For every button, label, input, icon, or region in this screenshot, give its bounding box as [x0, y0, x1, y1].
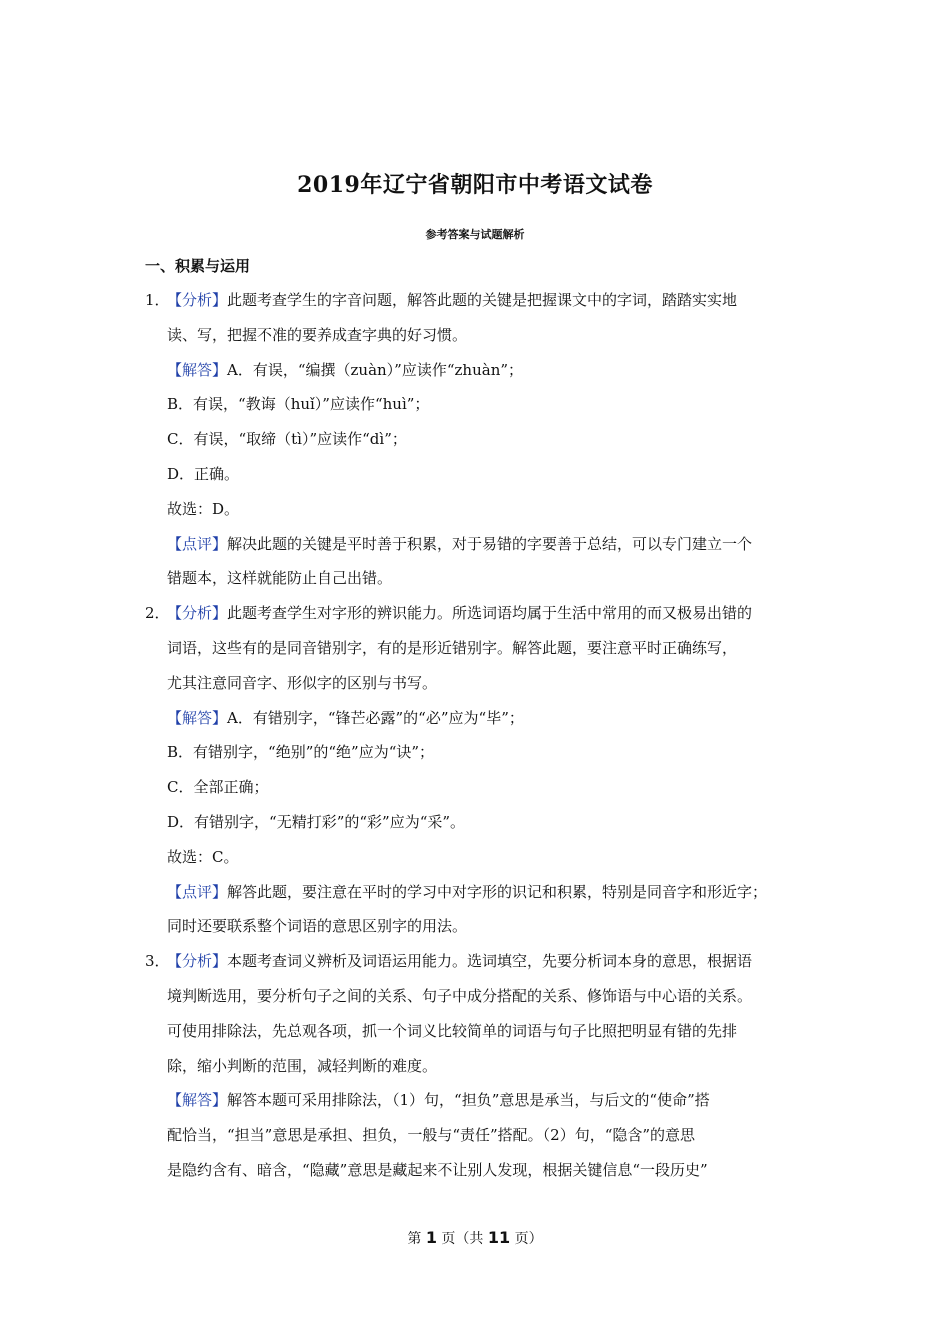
q3-answer-line: 是隐约含有、暗含，“隐藏”意思是藏起来不让别人发现，根据关键信息“一段历史”	[167, 1160, 708, 1179]
q2-comment-line	[145, 875, 815, 910]
q3-analysis-line: 除，缩小判断的范围，减轻判断的难度。	[167, 1056, 438, 1075]
q2-comment-line: 同时还要联系整个词语的意思区别字的用法。	[167, 917, 468, 936]
q3-answer-line: 配恰当，“担当”意思是承担、担负，一般与“责任”搭配。（2）句，“隐含”的意思	[167, 1126, 696, 1145]
analysis-tag: 【分析】	[167, 291, 228, 309]
q1-answer-line	[145, 353, 815, 388]
footer-suffix: 页）	[510, 1231, 543, 1247]
q1-answer-line: D．正确。	[167, 464, 240, 483]
q1-analysis-line	[145, 283, 815, 318]
q1-answer-line: C．有误，“取缔（tì）”应读作“dì”；	[167, 430, 407, 449]
answer-tag: 【解答】	[167, 1091, 228, 1110]
comment-text: 解答此题，要注意在平时的学习中对字形的识记和积累，特别是同音字和形近字；	[227, 882, 768, 901]
answer-text: A．有误，“编撰（zuàn）”应读作“zhuàn”；	[227, 360, 524, 379]
answer-tag: 【解答】	[167, 708, 228, 727]
q1-comment-line	[145, 527, 815, 562]
total-pages: 11	[487, 1228, 511, 1247]
analysis-text: 此题考查学生的字音问题，解答此题的关键是把握课文中的字词，踏踏实实地	[227, 291, 738, 309]
answer-text: A．有错别字，“锋芒必露”的“必”应为“毕”；	[227, 708, 524, 727]
q3-analysis-line: 可使用排除法，先总观各项，抓一个词义比较简单的词语与句子比照把明显有错的先排	[167, 1021, 738, 1040]
document-title: 2019年辽宁省朝阳市中考语文试卷	[297, 172, 653, 198]
question-number: 3．	[145, 952, 170, 971]
q2-answer-line: D．有错别字，“无精打彩”的“彩”应为“采”。	[167, 812, 466, 831]
footer-prefix: 第	[407, 1231, 426, 1247]
analysis-tag: 【分析】	[167, 952, 228, 971]
q1-choice: 故选：D。	[167, 499, 240, 518]
comment-tag: 【点评】	[167, 882, 228, 901]
q3-analysis-line: 境判断选用，要分析句子之间的关系、句子中成分搭配的关系、修饰语与中心语的关系。	[167, 986, 753, 1005]
footer-middle: 页（共	[436, 1231, 488, 1247]
section-heading: 一、积累与运用	[145, 257, 251, 275]
document-subtitle: 参考答案与试题解析	[425, 228, 525, 241]
q1-comment-line: 错题本，这样就能防止自己出错。	[167, 569, 393, 588]
question-number: 1．	[145, 291, 170, 309]
q1-analysis-line: 读、写，把握不准的要养成查字典的好习惯。	[167, 325, 468, 344]
comment-text: 解决此题的关键是平时善于积累，对于易错的字要善于总结，可以专门建立一个	[227, 534, 753, 553]
answer-tag: 【解答】	[167, 360, 228, 379]
q2-analysis-line: 词语，这些有的是同音错别字，有的是形近错别字。解答此题，要注意平时正确练写，	[167, 638, 738, 657]
answer-content	[145, 283, 815, 1188]
question-number: 2．	[145, 604, 170, 623]
q2-analysis-line	[145, 596, 815, 631]
comment-tag: 【点评】	[167, 534, 228, 553]
analysis-tag: 【分析】	[167, 604, 228, 623]
q2-choice: 故选：C。	[167, 847, 239, 866]
q3-answer-line	[145, 1083, 815, 1118]
q2-analysis-line: 尤其注意同音字、形似字的区别与书写。	[167, 673, 438, 692]
q3-analysis-line	[145, 944, 815, 979]
analysis-text: 本题考查词义辨析及词语运用能力。选词填空，先要分析词本身的意思，根据语	[227, 952, 753, 971]
page-footer	[0, 1228, 950, 1248]
q1-answer-line: B．有误，“教诲（huǐ）”应读作“huì”；	[167, 395, 430, 414]
q2-answer-line: C．全部正确；	[167, 778, 269, 797]
answer-text: 解答本题可采用排除法，（1）句，“担负”意思是承当，与后文的“使命”搭	[227, 1091, 710, 1110]
analysis-text: 此题考查学生对字形的辨识能力。所选词语均属于生活中常用的而又极易出错的	[227, 604, 753, 623]
q2-answer-line: B．有错别字，“绝别”的“绝”应为“诀”；	[167, 743, 435, 762]
page-number: 1	[425, 1228, 437, 1247]
q2-answer-line	[145, 701, 815, 736]
